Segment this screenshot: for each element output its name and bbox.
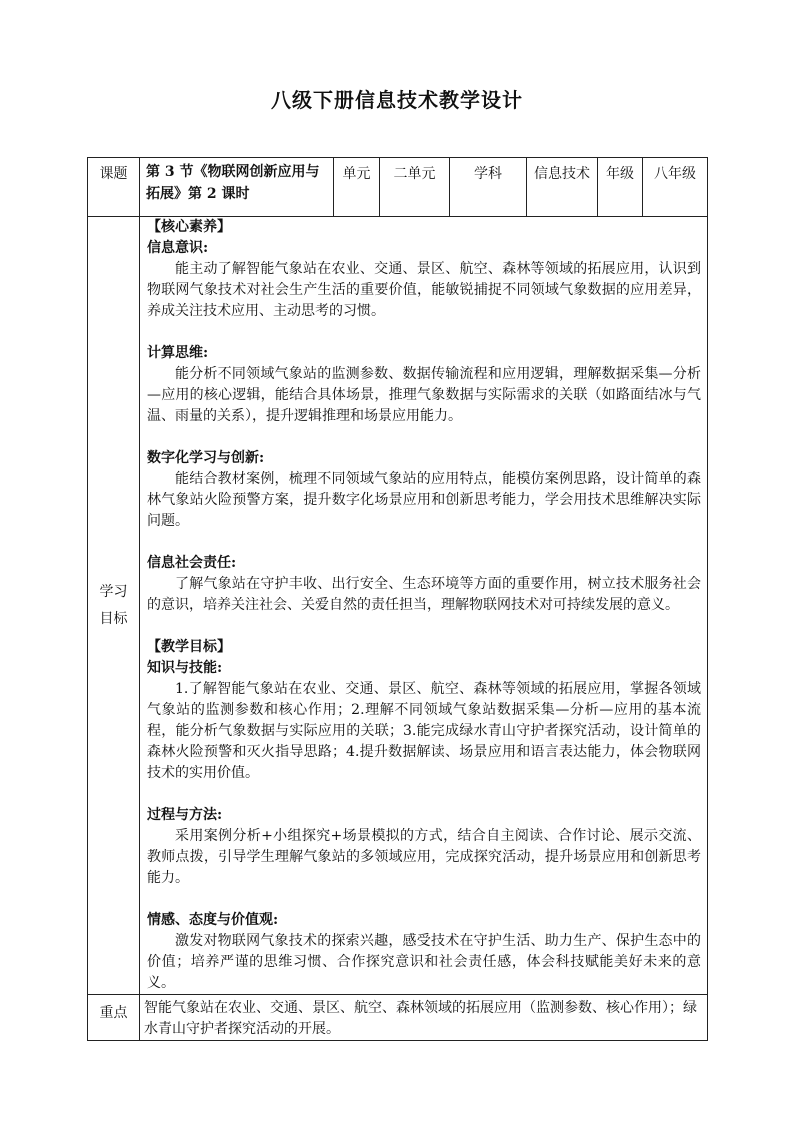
social-responsibility-heading: 信息社会责任: — [147, 555, 237, 571]
process-methods-heading: 过程与方法: — [147, 807, 223, 823]
key-points-text: 智能气象站在农业、交通、景区、航空、森林领域的拓展应用（监测参数、核心作用）；绿水青山守护者探究活动的开展。 — [140, 995, 708, 1041]
lesson-plan-table — [87, 157, 708, 1041]
key-points-row — [88, 995, 708, 1041]
core-literacy-heading: 【核心素养】 — [147, 219, 231, 235]
unit-label: 单元 — [334, 158, 380, 217]
subject-label: 学科 — [450, 158, 527, 217]
emotion-values-heading: 情感、态度与价值观: — [147, 912, 279, 928]
knowledge-skills-text: 1.了解智能气象站在农业、交通、景区、航空、森林等领域的拓展应用，掌握各领域气象站的监测参数和核心作用；2.理解不同领域气象站数据采集—分析—应用的基本流程，能分析气象数据与实际应用的关联；3.能完成绿水青山守护者探究活动，设计简单的森林火险预警和灭火指导思路；4.提升数据解读、场景应用和语言表达能力，体会物联网技术的实用价值。 — [147, 681, 701, 781]
lesson-title: 第 3 节《物联网创新应用与拓展》第 2 课时 — [140, 158, 334, 217]
knowledge-skills-heading: 知识与技能: — [147, 660, 223, 676]
goals-row — [88, 217, 708, 995]
digital-learning-heading: 数字化学习与创新: — [147, 450, 265, 466]
process-methods-text: 采用案例分析+小组探究+场景模拟的方式，结合自主阅读、合作讨论、展示交流、教师点拨，引导学生理解气象站的多领域应用，完成探究活动，提升场景应用和创新思考能力。 — [147, 828, 701, 886]
teaching-goals-heading: 【教学目标】 — [147, 639, 231, 655]
document-title: 八级下册信息技术教学设计 — [271, 88, 523, 112]
computational-thinking-text: 能分析不同领域气象站的监测参数、数据传输流程和应用逻辑，理解数据采集—分析—应用的核心逻辑，能结合具体场景，推理气象数据与实际需求的关联（如路面结冰与气温、雨量的关系），提升逻辑推理和场景应用能力。 — [147, 366, 701, 424]
grade-value: 八年级 — [643, 158, 708, 217]
social-responsibility-text: 了解气象站在守护丰收、出行安全、生态环境等方面的重要作用，树立技术服务社会的意识，培养关注社会、关爱自然的责任担当，理解物联网技术对可持续发展的意义。 — [147, 576, 701, 613]
unit-value: 二单元 — [380, 158, 450, 217]
goals-label-line1: 学习 — [99, 583, 128, 600]
goals-content — [140, 217, 708, 995]
grade-label: 年级 — [598, 158, 643, 217]
header-row — [88, 158, 708, 217]
topic-label: 课题 — [88, 158, 140, 217]
info-awareness-text: 能主动了解智能气象站在农业、交通、景区、航空、森林等领域的拓展应用，认识到物联网气象技术对社会生产生活的重要价值，能敏锐捕捉不同领域气象数据的应用差异，养成关注技术应用、主动思考的习惯。 — [147, 261, 701, 319]
info-awareness-heading: 信息意识: — [147, 240, 209, 256]
subject-value: 信息技术 — [527, 158, 598, 217]
digital-learning-text: 能结合教材案例，梳理不同领域气象站的应用特点，能模仿案例思路，设计简单的森林气象站火险预警方案，提升数字化场景应用和创新思考能力，学会用技术思维解决实际问题。 — [147, 471, 701, 529]
goals-label — [88, 217, 140, 995]
goals-label-line2: 目标 — [99, 610, 128, 627]
key-points-label: 重点 — [88, 995, 140, 1041]
computational-thinking-heading: 计算思维: — [147, 345, 209, 361]
emotion-values-text: 激发对物联网气象技术的探索兴趣，感受技术在守护生活、助力生产、保护生态中的价值；培养严谨的思维习惯、合作探究意识和社会责任感，体会科技赋能美好未来的意义。 — [147, 933, 701, 991]
